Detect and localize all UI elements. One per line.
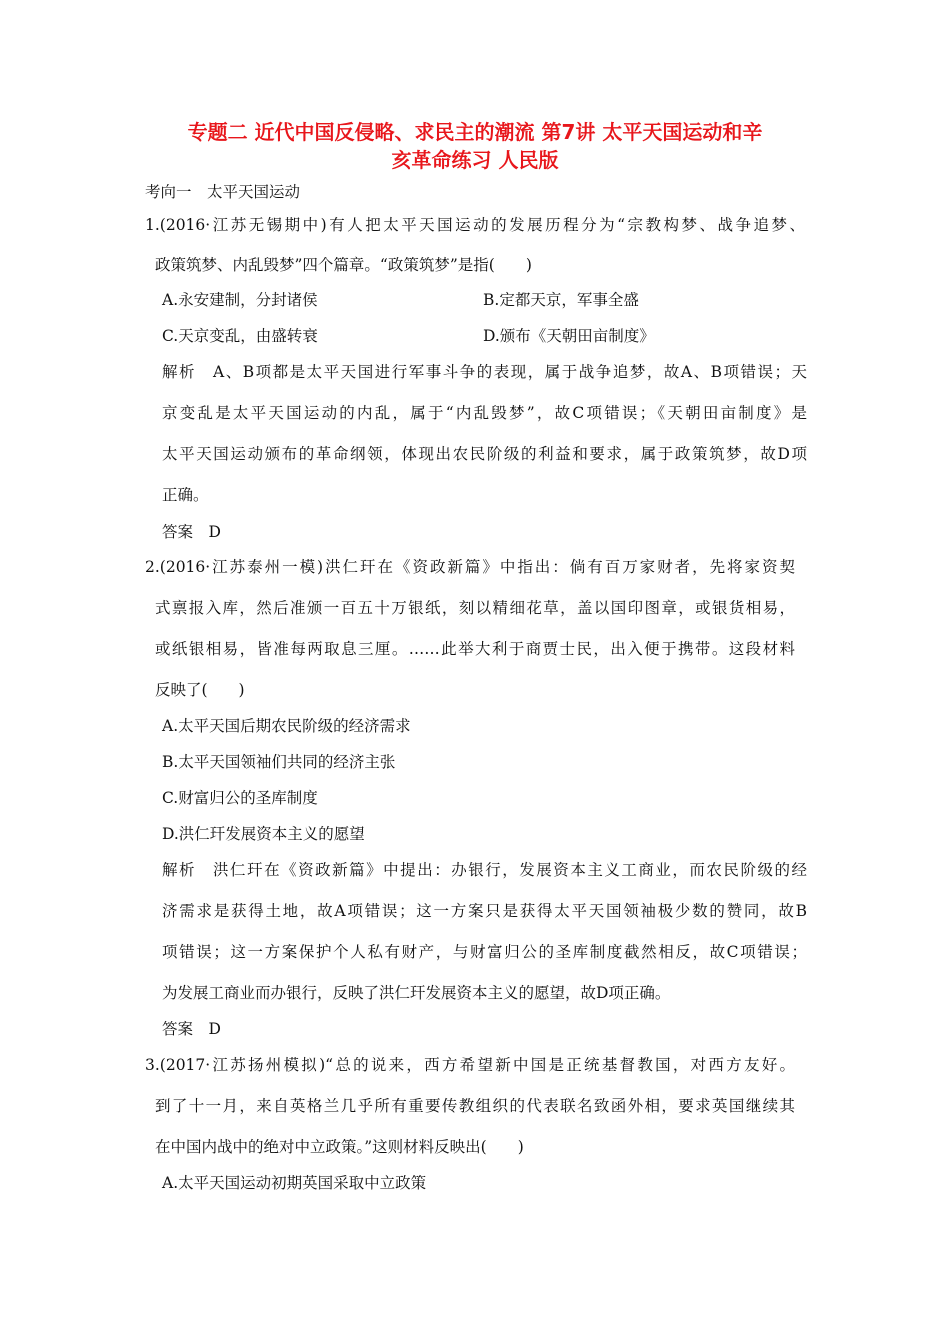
q2-stem-line-3: 或纸银相易，皆准每两取息三厘。……此举大利于商贾士民，出入便于携带。这段材料 (155, 640, 795, 658)
q2-analysis-line-3: 项错误；这一方案保护个人私有财产，与财富归公的圣库制度截然相反，故C项错误； (162, 943, 807, 961)
q1-option-c: C.天京变乱，由盛转衰 (162, 327, 318, 345)
title-line-1: 专题二 近代中国反侵略、求民主的潮流 第7讲 太平天国运动和辛 (187, 120, 763, 144)
q3-option-a: A.太平天国运动初期英国采取中立政策 (162, 1174, 427, 1192)
q2-option-c: C.财富归公的圣库制度 (162, 789, 318, 807)
q1-option-b: B.定都天京，军事全盛 (483, 291, 639, 309)
q1-option-a: A.永安建制，分封诸侯 (162, 291, 318, 309)
q1-analysis-line-3: 太平天国运动颁布的革命纲领，体现出农民阶级的利益和要求，属于政策筑梦，故D项 (162, 445, 807, 463)
q1-analysis-line-4: 正确。 (162, 486, 209, 504)
title-line-2: 亥革命练习 人民版 (391, 148, 559, 172)
q2-answer: 答案 D (162, 1020, 221, 1038)
q1-stem-line-1: 1.(2016·江苏无锡期中)有人把太平天国运动的发展历程分为“宗教构梦、战争追梦、 (145, 216, 805, 234)
q2-option-d: D.洪仁玕发展资本主义的愿望 (162, 825, 365, 843)
q2-option-a: A.太平天国后期农民阶级的经济需求 (162, 717, 411, 735)
q1-analysis-line-2: 京变乱是太平天国运动的内乱，属于“内乱毁梦”，故C项错误；《天朝田亩制度》是 (162, 404, 807, 422)
q2-analysis-line-2: 济需求是获得土地，故A项错误；这一方案只是获得太平天国领袖极少数的赞同，故B (162, 902, 807, 920)
q3-stem-line-2: 到了十一月，来自英格兰几乎所有重要传教组织的代表联名致函外相，要求英国继续其 (155, 1097, 795, 1115)
q2-option-b: B.太平天国领袖们共同的经济主张 (162, 753, 396, 771)
q2-stem-line-4: 反映了( ) (155, 681, 245, 699)
q2-analysis-line-1: 解析 洪仁玕在《资政新篇》中提出：办银行，发展资本主义工商业，而农民阶级的经 (162, 861, 807, 879)
q2-stem-line-2: 式禀报入库，然后准颁一百五十万银纸，刻以精细花草，盖以国印图章，或银货相易， (155, 599, 795, 617)
document-title (130, 118, 820, 174)
q2-stem-line-1: 2.(2016·江苏泰州一模)洪仁玕在《资政新篇》中指出：倘有百万家财者，先将家资契 (145, 558, 795, 576)
section-heading: 考向一 太平天国运动 (145, 183, 301, 201)
q1-option-d: D.颁布《天朝田亩制度》 (483, 327, 655, 345)
q2-analysis-line-4: 为发展工商业而办银行，反映了洪仁玕发展资本主义的愿望，故D项正确。 (162, 984, 671, 1002)
q3-stem-line-1: 3.(2017·江苏扬州模拟)“总的说来，西方希望新中国是正统基督教国，对西方友好。 (145, 1056, 795, 1074)
q1-analysis-line-1: 解析 A、B项都是太平天国进行军事斗争的表现，属于战争追梦，故A、B项错误；天 (162, 363, 807, 381)
q3-stem-line-3: 在中国内战中的绝对中立政策。”这则材料反映出( ) (155, 1138, 524, 1156)
q1-stem-line-2: 政策筑梦、内乱毁梦”四个篇章。“政策筑梦”是指( ) (155, 256, 532, 274)
q1-answer: 答案 D (162, 523, 221, 541)
